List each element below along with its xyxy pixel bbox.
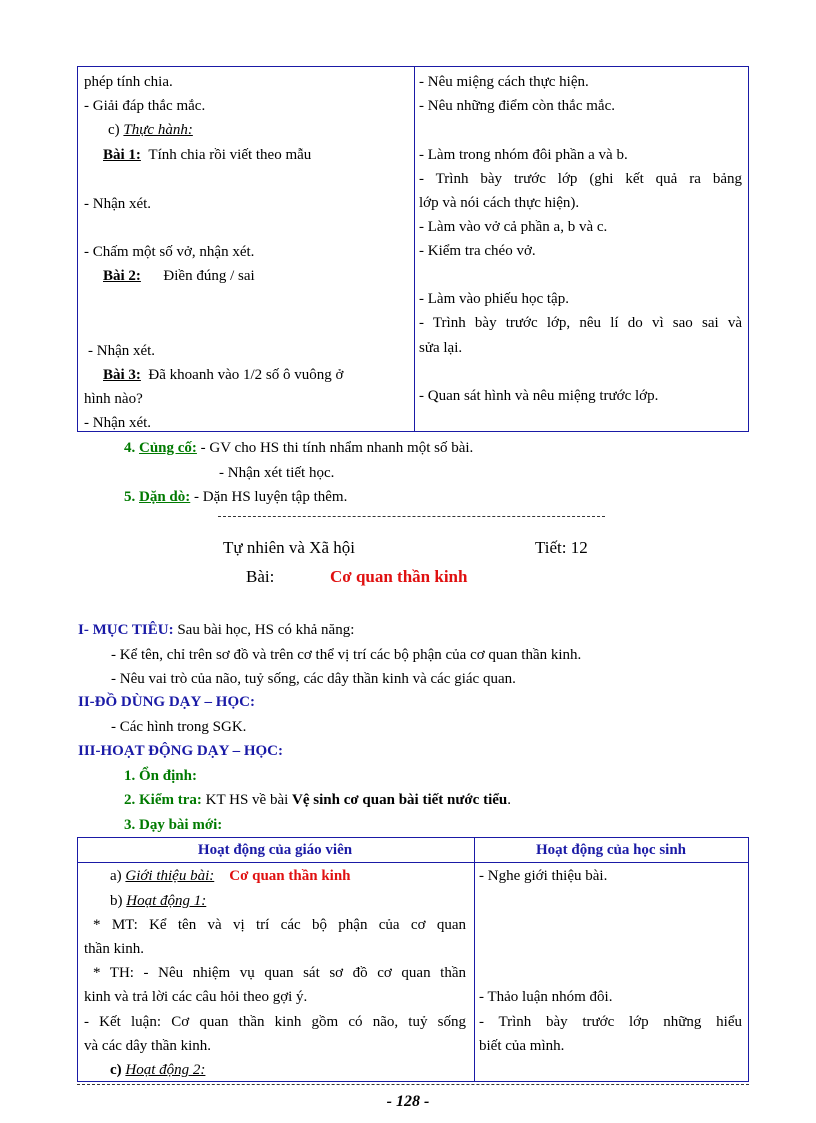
exercise-3-label: Bài 3: — [103, 367, 141, 383]
table1-right-line: - Trình bày trước lớp (ghi kết quả ra bảng — [419, 171, 742, 187]
section-separator — [218, 516, 605, 517]
intro-label: Giới thiệu bài: — [125, 868, 215, 884]
consolidation-line-2: - Nhận xét tiết học. — [219, 465, 335, 481]
table1-right-line: - Làm vào phiếu học tập. — [419, 291, 569, 307]
table1-left-line: - Giải đáp thắc mắc. — [84, 98, 206, 114]
lesson-label: Bài: — [246, 567, 275, 586]
objective-item: - Kể tên, chỉ trên sơ đồ và trên cơ thể vị trí các bộ phận của cơ quan thần kinh. — [111, 647, 582, 663]
consolidation-num: 4. — [124, 440, 136, 456]
table1-right-line: - Nêu những điểm còn thắc mắc. — [419, 98, 615, 114]
step-check-text: KT HS về bài — [205, 792, 289, 808]
table2-right-line: - Thảo luận nhóm đôi. — [479, 989, 613, 1005]
consolidation-line-1: - GV cho HS thi tính nhẩm nhanh một số bài. — [200, 440, 474, 456]
activities-title: III-HOẠT ĐỘNG DẠY – HỌC: — [78, 743, 284, 759]
consolidation-heading — [124, 438, 473, 458]
homework-line-1: - Dặn HS luyện tập thêm. — [194, 489, 348, 505]
footer-separator — [77, 1084, 749, 1085]
exercise-1-label: Bài 1: — [103, 147, 141, 163]
step-check-end: . — [507, 792, 511, 808]
table2-right-line: biết của mình. — [479, 1038, 565, 1054]
page-number: - 128 - — [386, 1093, 430, 1110]
table2-left-line: và các dây thần kinh. — [84, 1038, 212, 1054]
table2-left-line: * MT: Kể tên và vị trí các bộ phận của cơ quan — [93, 917, 466, 933]
exercise-3 — [103, 365, 406, 385]
exercise-1 — [103, 145, 311, 165]
objectives-intro: Sau bài học, HS có khả năng: — [177, 622, 355, 638]
table1-left-line: - Nhận xét. — [88, 343, 156, 359]
exercise-2-label: Bài 2: — [103, 268, 141, 284]
table2-right-line: - Nghe giới thiệu bài. — [479, 868, 608, 884]
materials-item: - Các hình trong SGK. — [111, 719, 247, 735]
step-check-label: 2. Kiểm tra: — [124, 792, 202, 808]
teacher-column-header: Hoạt động của giáo viên — [197, 842, 353, 858]
table1-left-line: hình nào? — [84, 391, 143, 407]
step-new-lesson: 3. Dạy bài mới: — [124, 817, 223, 833]
table1-left-line: - Nhận xét. — [84, 415, 152, 431]
table1-right-line: - Trình bày trước lớp, nêu lí do vì sao sai và — [419, 315, 742, 331]
table2-left-line: kinh và trả lời các câu hỏi theo gợi ý. — [84, 989, 308, 1005]
table1-right-line: - Nêu miệng cách thực hiện. — [419, 74, 589, 90]
homework-heading — [124, 487, 347, 507]
objective-item: - Nêu vai trò của não, tuỷ sống, các dây thần kinh và các giác quan. — [111, 671, 516, 687]
exercise-2 — [103, 266, 255, 286]
table2-left-line: * TH: - Nêu nhiệm vụ quan sát sơ đồ cơ quan thần — [93, 965, 466, 981]
lesson-period: Tiết: 12 — [535, 538, 588, 557]
table1-right-line: sửa lại. — [419, 340, 463, 356]
column-divider — [474, 838, 475, 1081]
practice-heading — [108, 120, 193, 140]
exercise-1-text: Tính chia rồi viết theo mẫu — [148, 147, 312, 163]
table1-right-line: - Quan sát hình và nêu miệng trước lớp. — [419, 388, 659, 404]
intro-row — [110, 866, 351, 886]
student-column-header: Hoạt động của học sinh — [535, 842, 687, 858]
subject-name: Tự nhiên và Xã hội — [223, 538, 355, 557]
practice-title: Thực hành: — [123, 122, 193, 138]
practice-prefix: c) — [108, 122, 124, 138]
table1-left-line: - Chấm một số vở, nhận xét. — [84, 244, 255, 260]
exercise-2-text: Điền đúng / sai — [163, 268, 255, 284]
homework-num: 5. — [124, 489, 136, 505]
column-divider — [414, 67, 415, 431]
table1-right-line: - Làm trong nhóm đôi phần a và b. — [419, 147, 628, 163]
exercise-3-text: Đã khoanh vào 1/2 số ô vuông ở — [148, 367, 344, 383]
activity-2-heading — [110, 1060, 205, 1080]
step-check — [124, 790, 511, 810]
header-row-divider — [78, 862, 748, 863]
intro-title: Cơ quan thần kinh — [229, 868, 351, 884]
step-stabilize: 1. Ổn định: — [124, 768, 197, 784]
table1-right-line: lớp và nói cách thực hiện). — [419, 195, 580, 211]
consolidation-title: Củng cố: — [139, 440, 197, 456]
intro-prefix: a) — [110, 868, 126, 884]
materials-title: II-ĐỒ DÙNG DẠY – HỌC: — [78, 694, 255, 710]
lesson-title: Cơ quan thần kinh — [330, 567, 468, 586]
activity-1-prefix: b) — [110, 893, 127, 909]
step-check-lesson: Vệ sinh cơ quan bài tiết nước tiểu — [292, 792, 508, 808]
objectives-title: I- MỤC TIÊU: — [78, 622, 174, 638]
table2-left-line: - Kết luận: Cơ quan thần kinh gồm có não, tuỷ sống — [84, 1014, 466, 1030]
table1-right-line: - Kiểm tra chéo vở. — [419, 243, 536, 259]
table1-left-line: phép tính chia. — [84, 74, 173, 90]
activity-1-heading — [110, 891, 206, 911]
homework-title: Dặn dò: — [139, 489, 191, 505]
activity-2-label: Hoạt động 2: — [125, 1062, 206, 1078]
table1-right-line: - Làm vào vở cả phần a, b và c. — [419, 219, 608, 235]
table1-left-line: - Nhận xét. — [84, 196, 152, 212]
objectives-heading — [78, 620, 354, 640]
table2-left-line: thần kinh. — [84, 941, 144, 957]
activity-1-label: Hoạt động 1: — [126, 893, 207, 909]
table2-right-line: - Trình bày trước lớp những hiểu — [479, 1014, 742, 1030]
activity-2-prefix: c) — [110, 1062, 126, 1078]
